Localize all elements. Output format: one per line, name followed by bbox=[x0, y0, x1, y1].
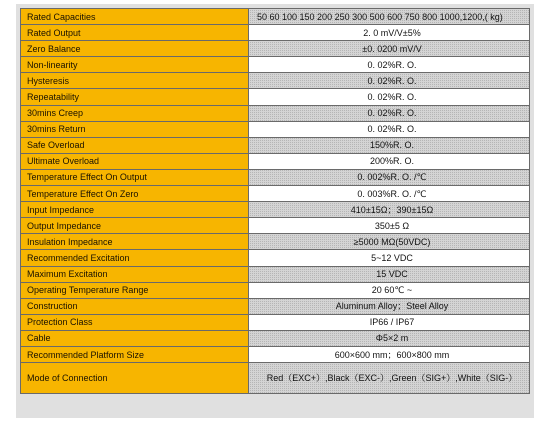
spec-value: Aluminum Alloy；Steel Alloy bbox=[249, 298, 530, 314]
spec-row-non-linearity bbox=[21, 57, 530, 73]
spec-value: 20 60℃ ~ bbox=[249, 282, 530, 298]
spec-value: Φ5×2 m bbox=[249, 330, 530, 346]
spec-row-zero-balance bbox=[21, 41, 530, 57]
spec-value: ±0. 0200 mV/V bbox=[249, 41, 530, 57]
spec-label: Temperature Effect On Output bbox=[21, 169, 249, 185]
spec-label: Construction bbox=[21, 298, 249, 314]
spec-label: Output Impedance bbox=[21, 218, 249, 234]
spec-row-maximum-excitation bbox=[21, 266, 530, 282]
spec-value: 200%R. O. bbox=[249, 153, 530, 169]
spec-row-ultimate-overload bbox=[21, 153, 530, 169]
spec-label: Mode of Connection bbox=[21, 363, 249, 394]
spec-value: 5~12 VDC bbox=[249, 250, 530, 266]
spec-label: Hysteresis bbox=[21, 73, 249, 89]
spec-label: Protection Class bbox=[21, 314, 249, 330]
spec-row-cable bbox=[21, 330, 530, 346]
spec-row-output-impedance bbox=[21, 218, 530, 234]
spec-label: Rated Capacities bbox=[21, 9, 249, 25]
spec-value: 0. 02%R. O. bbox=[249, 121, 530, 137]
spec-label: Safe Overload bbox=[21, 137, 249, 153]
spec-value: 600×600 mm；600×800 mm bbox=[249, 346, 530, 362]
spec-row-temp-effect-output bbox=[21, 169, 530, 185]
spec-value: 15 VDC bbox=[249, 266, 530, 282]
spec-row-rated-capacities bbox=[21, 9, 530, 25]
spec-value: 150%R. O. bbox=[249, 137, 530, 153]
spec-row-recommended-excitation bbox=[21, 250, 530, 266]
spec-label: Insulation Impedance bbox=[21, 234, 249, 250]
spec-label: Recommended Excitation bbox=[21, 250, 249, 266]
spec-value: 0. 003%R. O. /℃ bbox=[249, 186, 530, 202]
spec-label: Non-linearity bbox=[21, 57, 249, 73]
spec-row-30mins-creep bbox=[21, 105, 530, 121]
spec-row-30mins-return bbox=[21, 121, 530, 137]
spec-value: 0. 02%R. O. bbox=[249, 89, 530, 105]
spec-label: Ultimate Overload bbox=[21, 153, 249, 169]
spec-label: Repeatability bbox=[21, 89, 249, 105]
spec-sheet-frame bbox=[16, 4, 534, 418]
spec-row-platform-size bbox=[21, 346, 530, 362]
spec-label: Temperature Effect On Zero bbox=[21, 186, 249, 202]
spec-value: 350±5 Ω bbox=[249, 218, 530, 234]
spec-row-repeatability bbox=[21, 89, 530, 105]
spec-value: 0. 02%R. O. bbox=[249, 105, 530, 121]
spec-value: 0. 02%R. O. bbox=[249, 57, 530, 73]
spec-label: Recommended Platform Size bbox=[21, 346, 249, 362]
spec-label: Rated Output bbox=[21, 25, 249, 41]
spec-row-operating-temp-range bbox=[21, 282, 530, 298]
spec-value: IP66 / IP67 bbox=[249, 314, 530, 330]
spec-value: 2. 0 mV/V±5% bbox=[249, 25, 530, 41]
spec-label: 30mins Creep bbox=[21, 105, 249, 121]
spec-value: 50 60 100 150 200 250 300 500 600 750 800 1000,1200,( kg) bbox=[249, 9, 530, 25]
spec-label: Maximum Excitation bbox=[21, 266, 249, 282]
spec-row-rated-output bbox=[21, 25, 530, 41]
spec-label: 30mins Return bbox=[21, 121, 249, 137]
spec-value: ≥5000 MΩ(50VDC) bbox=[249, 234, 530, 250]
spec-row-insulation-impedance bbox=[21, 234, 530, 250]
spec-row-protection-class bbox=[21, 314, 530, 330]
spec-label: Operating Temperature Range bbox=[21, 282, 249, 298]
spec-value: 0. 002%R. O. /℃ bbox=[249, 169, 530, 185]
spec-row-temp-effect-zero bbox=[21, 186, 530, 202]
spec-value: 0. 02%R. O. bbox=[249, 73, 530, 89]
spec-value: 410±15Ω；390±15Ω bbox=[249, 202, 530, 218]
spec-row-mode-of-connection bbox=[21, 363, 530, 394]
spec-label: Input Impedance bbox=[21, 202, 249, 218]
spec-label: Cable bbox=[21, 330, 249, 346]
spec-value: Red（EXC+）,Black（EXC-）,Green（SIG+）,White（SIG-） bbox=[249, 363, 530, 394]
spec-label: Zero Balance bbox=[21, 41, 249, 57]
spec-row-hysteresis bbox=[21, 73, 530, 89]
spec-row-construction bbox=[21, 298, 530, 314]
spec-row-input-impedance bbox=[21, 202, 530, 218]
spec-row-safe-overload bbox=[21, 137, 530, 153]
load-cell-spec-table bbox=[20, 8, 530, 394]
